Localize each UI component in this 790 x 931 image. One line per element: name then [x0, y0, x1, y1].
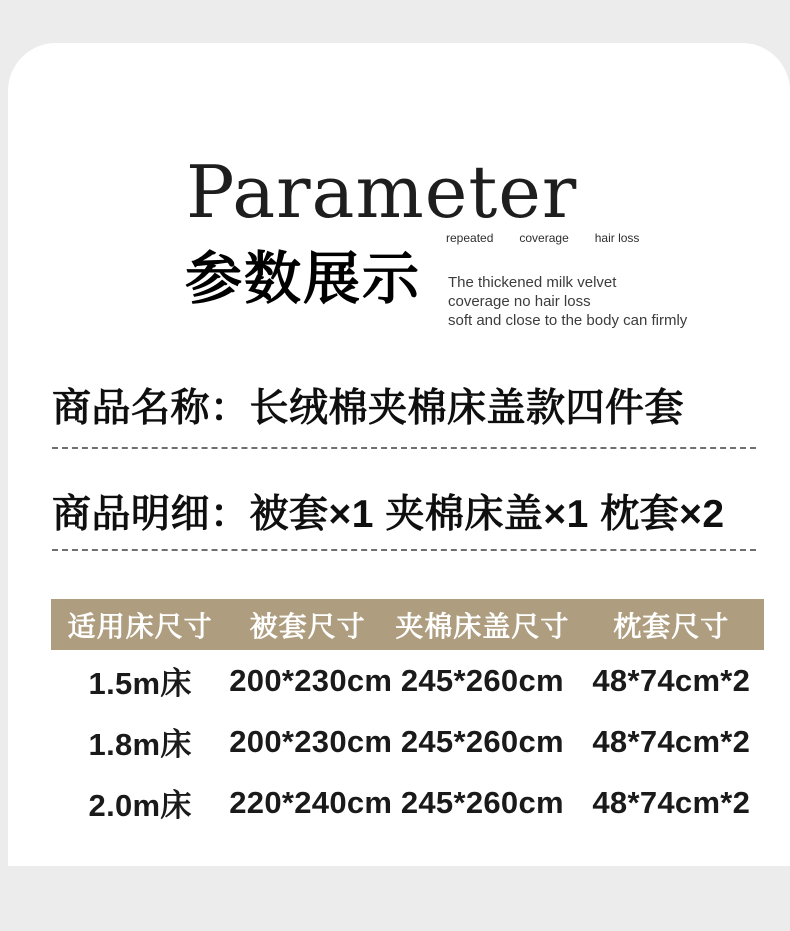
column-header-duvet-size: 被套尺寸 [249, 610, 366, 642]
subtitle-english [448, 273, 687, 331]
dashed-divider [52, 549, 756, 551]
cell-duvet-size: 200*230cm [229, 662, 393, 698]
product-detail-label: 商品明细： [52, 493, 250, 536]
size-table [51, 599, 764, 833]
product-name-label: 商品名称： [52, 387, 250, 430]
subtitle-line: The thickened milk velvet [448, 274, 617, 291]
cell-duvet-size: 200*230cm [229, 723, 393, 759]
table-row [51, 711, 764, 772]
column-header-pillow-size: 枕套尺寸 [613, 610, 730, 642]
subtitle-line: coverage no hair loss [448, 293, 591, 311]
page-title-chinese: 参数展示 [185, 247, 421, 311]
cell-bed-size: 1.8m床 [88, 727, 192, 762]
cell-cover-size: 245*260cm [400, 723, 564, 759]
table-row [51, 650, 764, 711]
content-card [8, 43, 790, 866]
cell-duvet-size: 220*240cm [229, 784, 393, 820]
keyword-hair-loss: hair loss [594, 231, 640, 245]
cell-bed-size: 2.0m床 [88, 788, 192, 823]
size-table-header-row [51, 599, 764, 650]
keyword-list [446, 231, 639, 245]
keyword-coverage: coverage [519, 231, 569, 245]
page-title-english: Parameter [186, 150, 578, 234]
keyword-repeated: repeated [446, 231, 494, 245]
cell-cover-size: 245*260cm [400, 662, 564, 698]
product-detail-row [52, 483, 762, 539]
product-detail-value: 被套×1 夹棉床盖×1 枕套×2 [249, 493, 725, 536]
product-name-value: 长绒棉夹棉床盖款四件套 [249, 387, 685, 430]
cell-bed-size: 1.5m床 [88, 666, 192, 701]
cell-pillow-size: 48*74cm*2 [592, 784, 751, 820]
product-name-row [52, 377, 762, 433]
table-row [51, 772, 764, 833]
cell-pillow-size: 48*74cm*2 [592, 662, 751, 698]
column-header-cover-size: 夹棉床盖尺寸 [395, 610, 570, 642]
subtitle-line: soft and close to the body can firmly [448, 312, 688, 330]
cell-pillow-size: 48*74cm*2 [592, 723, 751, 759]
column-header-bed-size: 适用床尺寸 [67, 610, 213, 642]
cell-cover-size: 245*260cm [400, 784, 564, 820]
dashed-divider [52, 447, 756, 449]
